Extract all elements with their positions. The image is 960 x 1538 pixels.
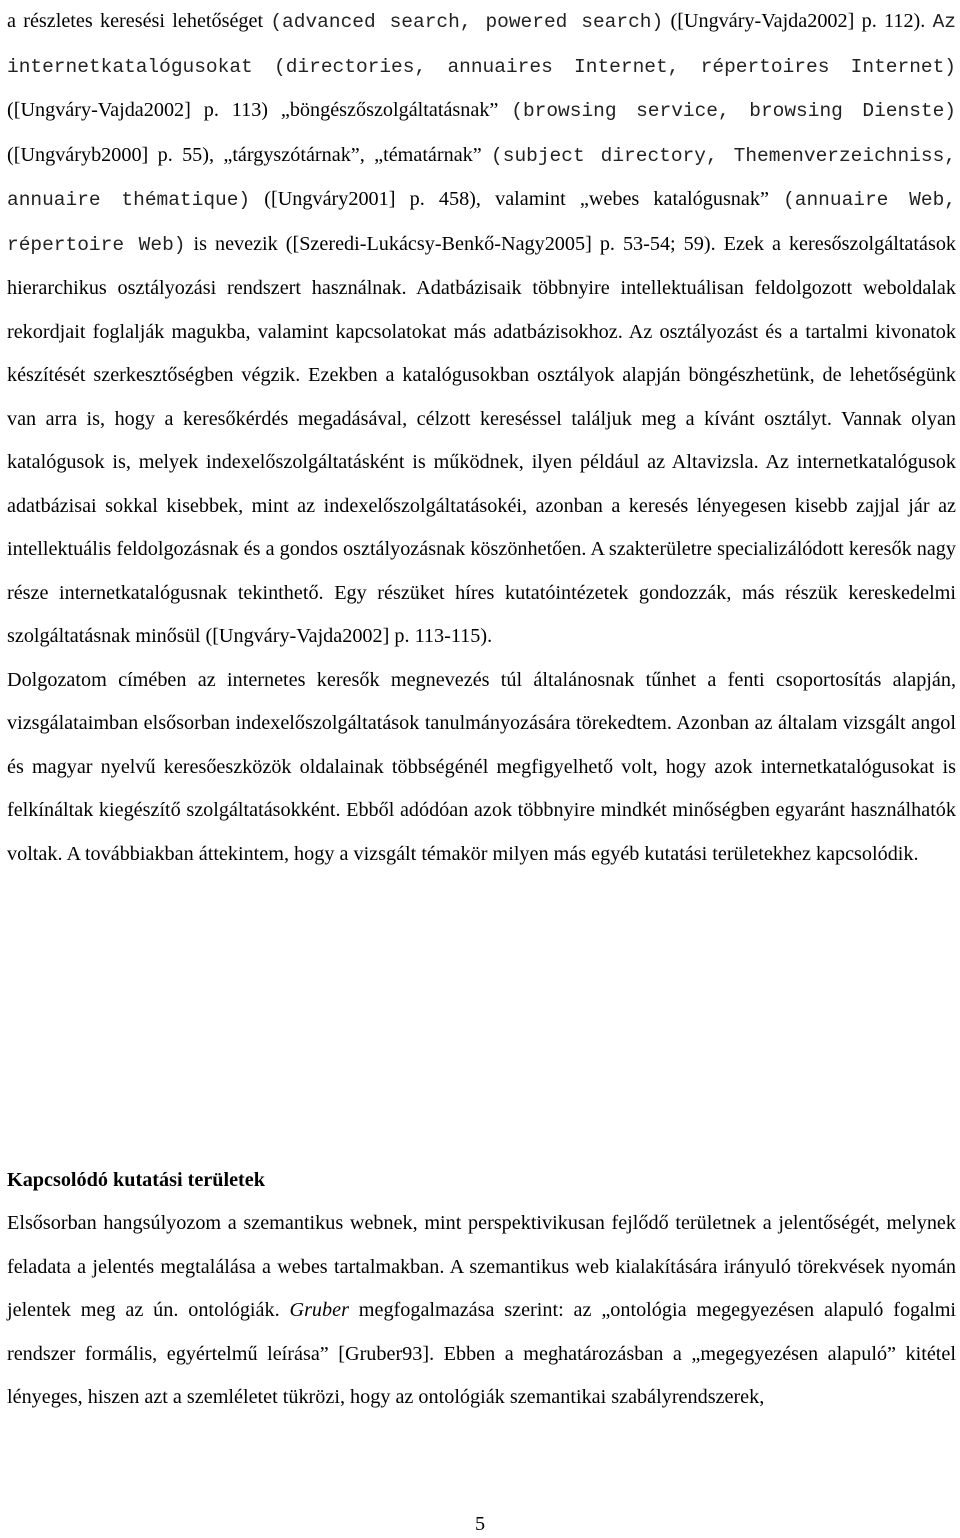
foreign-terms: (annuaire Web, répertoire Web) bbox=[7, 189, 956, 256]
paragraph-semantic-web bbox=[7, 1202, 956, 1420]
text-run: ([Ungváry2001] p. 458), valamint „webes katalógusnak” bbox=[250, 188, 784, 210]
author-name: Gruber bbox=[289, 1299, 349, 1321]
body-text-top bbox=[7, 0, 956, 876]
text-run: a részletes keresési lehetőséget bbox=[7, 10, 271, 32]
foreign-terms: (browsing service, browsing Dienste) bbox=[511, 100, 956, 122]
paragraph-search-engines bbox=[7, 0, 956, 659]
paragraph-thesis-scope: Dolgozatom címében az internetes keresők megnevezés túl általánosnak tűnhet a fenti csoportosítás alapján, vizsgálataimban elsősorban indexelőszolgáltatások tanulmányozására törekedtem. Azonban az általam vizsgált angol és magyar nyelvű keresőeszközök oldalainak többségénél megfigyelhető volt, hogy azok internetkatalógusokat is felkínáltak kiegészítő szolgáltatásokként. Ebből adódóan azok többnyire mindkét minőségben egyaránt használhatók voltak. A továbbiakban áttekintem, hogy a vizsgált témakör milyen más egyéb kutatási területekhez kapcsolódik. bbox=[7, 668, 956, 865]
text-run: ([Ungváry-Vajda2002] p. 112). bbox=[663, 10, 933, 32]
text-run: ([Ungváry-Vajda2002] p. 113) „böngészőszolgáltatásnak” bbox=[7, 99, 512, 121]
text-run: megfogalmazása szerint: az „ontológia megegyezésen alapuló fogalmi rendszer formális, egyértelmű leírása” [Gruber93]. Ebben a meghatározásban a „megegyezésen alapuló” kitétel lényeges, hiszen azt a szemléletet tükrözi, hogy az ontológiák szemantikai szabályrendszerek, bbox=[7, 1299, 957, 1408]
text-run: Elsősorban hangsúlyozom a szemantikus webnek, mint perspektivikusan fejlődő területnek a jelentőségét, melynek feladata a jelentés megtalálása a webes tartalmakban. A szemantikus web kialakítására irányuló törekvések nyomán jelentek meg az ún. ontológiák. bbox=[7, 1212, 956, 1321]
foreign-terms: (advanced search, powered search) bbox=[270, 11, 664, 33]
page-number: 5 bbox=[474, 1513, 486, 1535]
text-run: is nevezik ([Szeredi-Lukácsy-Benkő-Nagy2005] p. 53-54; 59). Ezek a keresőszolgáltatások hierarchikus osztályozási rendszert használnak. Adatbázisaik többnyire intellektuálisan feldolgozott weboldalak rekordjait foglalják magukba, valamint kapcsolatokat más adatbázisokhoz. Az osztályozást és a tartalmi kivonatok készítését szerkesztőségben végzik. Ezekben a katalógusokban osztályok alapján böngészhetünk, de lehetőségünk van arra is, hogy a keresőkérdés megadásával, célzott kereséssel találjuk meg a kívánt osztályt. Vannak olyan katalógusok is, melyek indexelőszolgáltatásként is működnek, ilyen például az Altavizsla. Az internetkatalógusok adatbázisai sokkal kisebbek, mint az indexelőszolgáltatásokéi, azonban a keresés lényegesen kisebb zajjal jár az intellektuális feldolgozásnak és a gondos osztályozásnak köszönhetően. A szakterületre specializálódott keresők nagy része internetkatalógusnak tekinthető. Egy részüket híres kutatóintézetek gondozzák, más részük kereskedelmi szolgáltatásnak minősül ([Ungváry-Vajda2002] p. 113-115). bbox=[7, 232, 957, 647]
foreign-terms: Az internetkatalógusokat (directories, annuaires Internet, répertoires Internet) bbox=[7, 11, 956, 78]
body-text-bottom bbox=[7, 1202, 956, 1420]
section-heading: Kapcsolódó kutatási területek bbox=[7, 1169, 265, 1191]
text-run: ([Ungváryb2000] p. 55), „tárgyszótárnak”, „tématárnak” bbox=[7, 143, 492, 166]
foreign-terms: (subject directory, Themenverzeichniss, annuaire thématique) bbox=[7, 144, 956, 211]
